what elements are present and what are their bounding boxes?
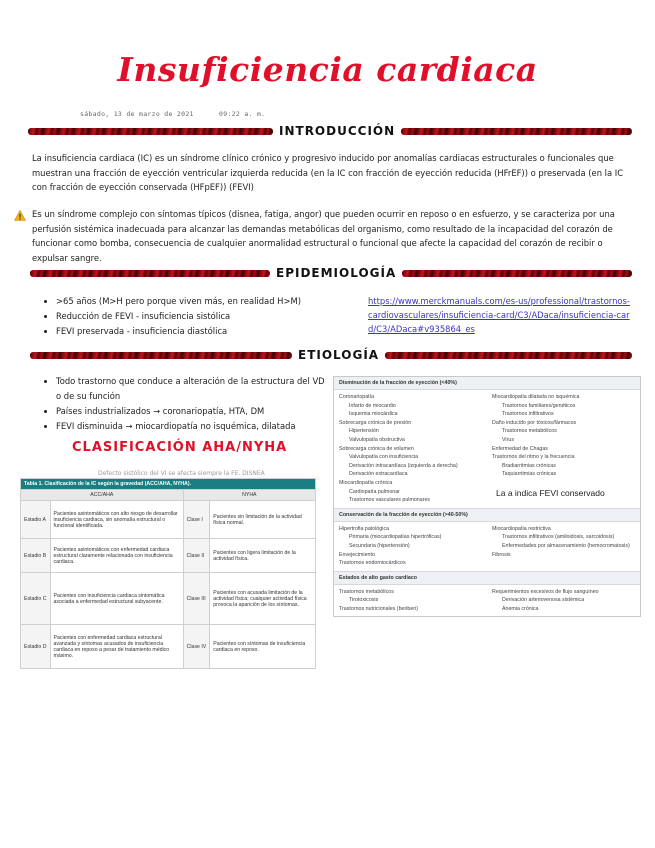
acc-cell: Pacientes con insuficiencia cardiaca sintomática asociada a enfermedad estructural subyacente. (50, 573, 183, 625)
warning-icon (14, 210, 26, 221)
divider-stroke (402, 270, 632, 277)
cause-item: Derivación arteriovenosa sistémica (502, 597, 585, 604)
causes-section-title: Disminución de la fracción de eyección (<40%) (334, 377, 640, 390)
acc-cell: Pacientes con enfermedad cardiaca estructural avanzada y síntomas acusados de insuficiencia cardiaca en reposo a pesar de tratamiento médico máximo. (50, 625, 183, 669)
epidemiologia-list (38, 294, 366, 339)
causes-right-col (487, 390, 640, 508)
time-text: 09:22 a. m. (219, 110, 266, 118)
clase-cell: Clase I (183, 501, 210, 539)
stage-cell: Estadio A (21, 501, 51, 539)
nyha-cell: Pacientes con acusada limitación de la actividad física; cualquier actividad física provoca la aparición de los síntomas. (210, 573, 316, 625)
causes-section-title: Conservación de la fracción de eyección (>40-50%) (334, 509, 640, 522)
section-header-epidemiologia (30, 262, 632, 284)
cause-item: Sobrecarga crónica de presión (339, 419, 412, 426)
cause-item: Trastornos familiares/genéticos (502, 402, 576, 409)
causes-left-col (334, 585, 487, 617)
section-header-etiologia (30, 344, 632, 366)
intro-note: Es un síndrome complejo con síntomas típicos (disnea, fatiga, angor) que pueden ocurrir en reposo o en esfuerzo, y se caracteriza por una perfusión sistémica inadecuada para alcanzar las demandas metabólicas del organismo, como resultado de la incapacidad del corazón de funcionar como bomba, consecuencia de cualquier anormalidad estructural o funcional que afecte la capacidad del corazón de recibir o expulsar sangre. (32, 209, 615, 263)
cause-item: Trastornos metabólicos (339, 588, 394, 595)
cause-item: Valvulopatía obstructiva (349, 436, 405, 443)
list-item: • FEVI disminuida → miocardiopatía no isquémica, dilatada (56, 419, 326, 434)
cause-item: Miocardiopatía dilatada no isquémica (492, 394, 580, 400)
cause-item: Tirotoxicosis (349, 597, 379, 604)
table-header-nyha: NYHA (183, 490, 315, 501)
divider-stroke (401, 128, 632, 135)
timestamp (80, 110, 265, 118)
causes-left-col (334, 390, 487, 508)
cause-item: Trastornos infiltrativos (502, 411, 554, 418)
cause-item: Infarto de miocardio (349, 402, 396, 409)
table-row (21, 625, 316, 669)
table-row (21, 501, 316, 539)
section-title-epidemiologia: EPIDEMIOLOGÍA (276, 266, 397, 280)
causes-left-col (334, 522, 487, 571)
nyha-cell: Pacientes sin limitación de la actividad física normal. (210, 501, 316, 539)
cause-item: Primaria (miocardiopatías hipertróficas) (349, 534, 442, 541)
cause-item: Daño inducido por tóxicos/fármacos (492, 419, 577, 426)
cause-item: Coronariopatía (339, 394, 375, 400)
cause-item: Miocardiopatía crónica (339, 479, 393, 486)
nyha-cell: Pacientes con ligera limitación de la actividad física. (210, 539, 316, 573)
cause-item: Isquemia miocárdica (349, 411, 398, 418)
merck-manual-link[interactable]: https://www.merckmanuals.com/es-us/professional/trastornos-cardiovasculares/insuficiencia-card/C3/ADaca/insuficiencia-card/C3/ADaca#v935864_es (368, 296, 630, 334)
cause-item: Enfermedad de Chagas (492, 445, 548, 452)
section-header-introduccion (28, 120, 632, 142)
causes-table (333, 376, 641, 617)
list-item: • Países industrializados → coronariopatía, HTA, DM (56, 404, 326, 419)
cause-item: Enfermedades por almacenamiento (hemocromatosis) (502, 542, 630, 549)
page-title: Insuficiencia cardiaca (117, 50, 538, 89)
cause-item: Hipertensión (349, 428, 379, 435)
cause-item: Cardiopatía pulmonar (349, 488, 400, 495)
fevi-note: La a indica FEVI conservado (496, 487, 605, 498)
nyha-cell: Pacientes con síntomas de insuficiencia cardiaca en reposo. (210, 625, 316, 669)
cause-item: Hipertrofia patológica (339, 525, 390, 532)
divider-stroke (385, 352, 632, 359)
cause-item: Sobrecarga crónica de volumen (339, 445, 414, 452)
causes-right-col (487, 522, 640, 571)
cause-item: Virus (502, 436, 514, 443)
clasificacion-heading: CLASIFICACIÓN AHA/NYHA (72, 440, 288, 455)
causes-right-col (487, 585, 640, 617)
divider-stroke (28, 128, 273, 135)
classification-table (20, 478, 316, 669)
cause-item: Trastornos vasculares pulmonares (349, 497, 431, 504)
cause-item: Trastornos metabólicos (502, 428, 557, 435)
cause-item: Envejecimiento (339, 551, 375, 558)
cause-item: Miocardiopatía restrictiva (492, 525, 551, 532)
cause-item: Trastornos nutricionales (beriberi) (339, 605, 418, 612)
section-title-introduccion: INTRODUCCIÓN (279, 124, 396, 138)
cause-item: Valvulopatía con insuficiencia (349, 454, 419, 461)
acc-cell: Pacientes asintomáticos con alto riesgo de desarrollar insuficiencia cardiaca, sin anomalía estructural o funcional identificada. (50, 501, 183, 539)
cause-item: Trastornos del ritmo y la frecuencia (492, 454, 575, 461)
list-item: • Reducción de FEVI - insuficiencia sistólica (56, 309, 366, 324)
intro-definition: La insuficiencia cardiaca (IC) es un síndrome clínico crónico y progresivo inducido por anomalías cardiacas estructurales o funcionales que muestran una fracción de eyección ventricular izquierda reducida (en la IC con fracción de eyección reducida (HFrEF)) o preservada (en la IC con fracción de eyección conservada (HFpEF)) (FEVI) (32, 153, 624, 192)
etiologia-list (38, 374, 326, 434)
causes-section-body (334, 522, 640, 572)
section-title-etiologia: ETIOLOGÍA (298, 348, 380, 362)
acc-cell: Pacientes asintomáticos con enfermedad cardiaca estructural claramente relacionada con insuficiencia cardiaca. (50, 539, 183, 573)
cause-item: Derivación intracardíaca (izquierda a derecha) (349, 462, 458, 469)
table-row (21, 539, 316, 573)
cause-item: Secundaria (hipertensión) (349, 542, 410, 549)
cause-item: Taquiarritmias crónicas (502, 471, 557, 478)
faint-note: Defecto sistólico del VI se afecta siempre la FE. DISNEA (98, 470, 265, 477)
list-item: • FEVI preservada - insuficiencia diastólica (56, 324, 366, 339)
clase-cell: Clase III (183, 573, 210, 625)
divider-stroke (30, 270, 270, 277)
cause-item: Trastornos infiltrativos (amiloidosis, sarcoidosis) (502, 534, 615, 541)
cause-item: Requerimientos excesivos de flujo sanguíneo (492, 588, 599, 595)
cause-item: Anemia crónica (502, 605, 539, 612)
cause-item: Bradiarritmias crónicas (502, 462, 556, 469)
stage-cell: Estadio B (21, 539, 51, 573)
stage-cell: Estadio C (21, 573, 51, 625)
date-text: sábado, 13 de marzo de 2021 (80, 110, 194, 118)
table-row (21, 573, 316, 625)
stage-cell: Estadio D (21, 625, 51, 669)
cause-item: Fibrosis (492, 551, 511, 558)
table-caption: Tabla 1. Clasificación de la IC según la gravedad (ACC/AHA, NYHA). (21, 479, 316, 490)
list-item: • Todo trastorno que conduce a alteración de la estructura del VD o de su función (56, 374, 326, 404)
causes-section-title: Estados de alto gasto cardíaco (334, 572, 640, 585)
list-item: • >65 años (M>H pero porque viven más, en realidad H>M) (56, 294, 366, 309)
table-header-acc: ACC/AHA (21, 490, 184, 501)
causes-section-body (334, 390, 640, 509)
clase-cell: Clase IV (183, 625, 210, 669)
divider-stroke (30, 352, 292, 359)
cause-item: Derivación extracardíaca (349, 471, 408, 478)
cause-item: Trastornos endomiocárdicos (339, 560, 406, 567)
clase-cell: Clase II (183, 539, 210, 573)
causes-section-body (334, 585, 640, 617)
